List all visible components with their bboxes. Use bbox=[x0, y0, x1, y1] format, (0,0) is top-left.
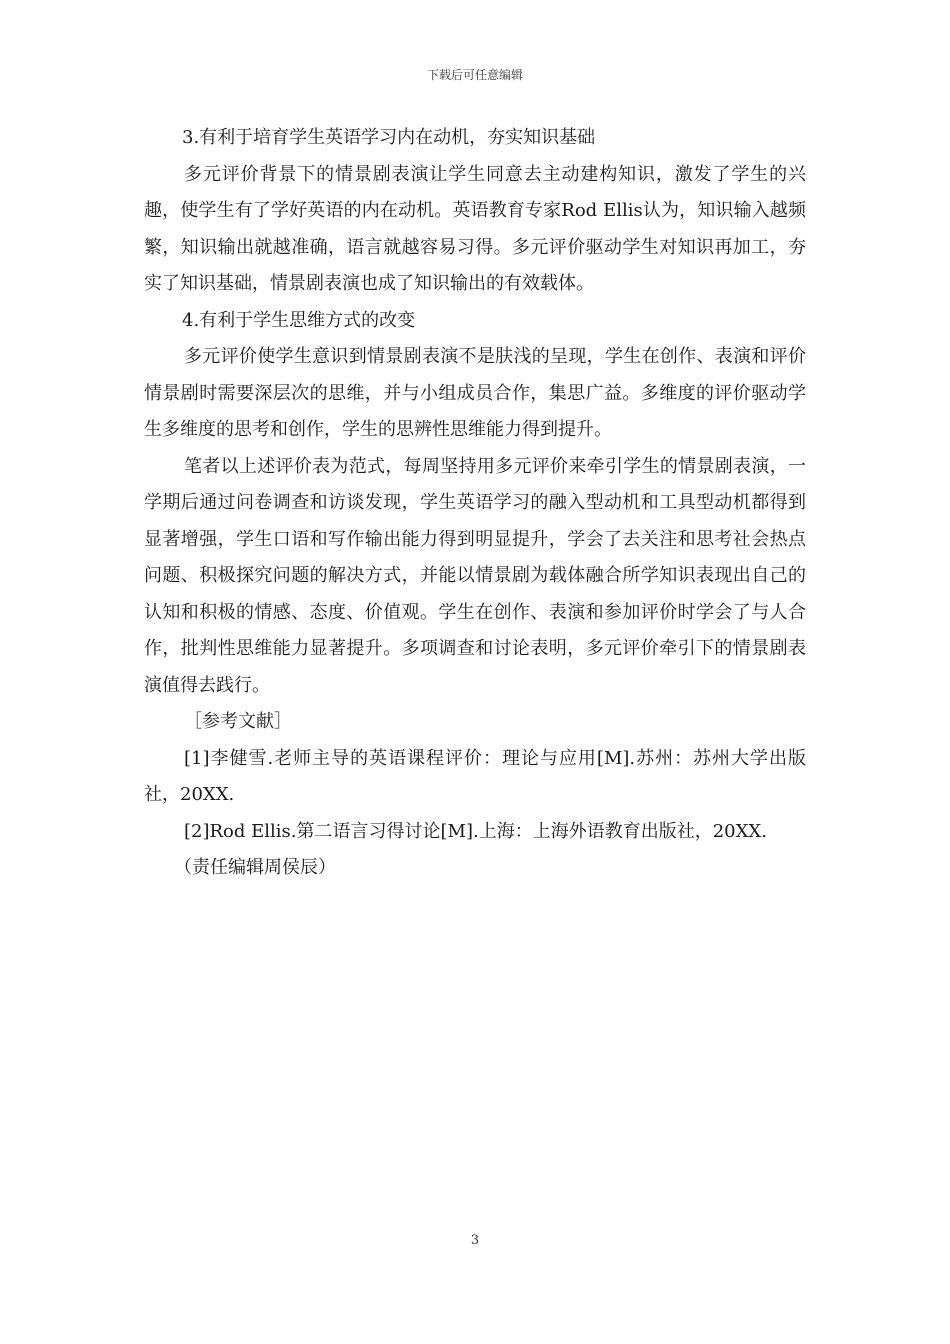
section-4-paragraph: 多元评价使学生意识到情景剧表演不是肤浅的呈现，学生在创作、表演和评价情景剧时需要深层次的思维，并与小组成员合作，集思广益。多维度的评价驱动学生多维度的思考和创作，学生的思辨性思维能力得到提升。 bbox=[144, 346, 806, 440]
references-title: ［参考文献］ bbox=[184, 711, 292, 732]
section-3-title: 3.有利于培育学生英语学习内在动机，夯实知识基础 bbox=[182, 127, 596, 148]
section-4-title: 4.有利于学生思维方式的改变 bbox=[182, 309, 416, 331]
conclusion-paragraph: 笔者以上述评价表为范式，每周坚持用多元评价来牵引学生的情景剧表演，一学期后通过问卷调查和访谈发现，学生英语学习的融入型动机和工具型动机都得到显著增强，学生口语和写作输出能力得到明显提升，学会了去关注和思考社会热点问题、积极探究问题的解决方式，并能以情景剧为载体融合所学知识表现出自己的认知和积极的情感、态度、价值观。学生在创作、表演和参加评价时学会了与人合作，批判性思维能力显著提升。多项调查和讨论表明，多元评价牵引下的情景剧表演值得去践行。 bbox=[144, 455, 806, 696]
page-number: 3 bbox=[470, 1233, 480, 1248]
document-body bbox=[144, 120, 806, 887]
editor-note: （责任编辑周侯辰） bbox=[174, 857, 336, 878]
reference-item-2: [2]Rod Ellis.第二语言习得讨论[M].上海：上海外语教育出版社，20XX. bbox=[184, 820, 767, 842]
section-3-paragraph: 多元评价背景下的情景剧表演让学生同意去主动建构知识，激发了学生的兴趣，使学生有了学好英语的内在动机。英语教育专家Rod Ellis认为，知识输入越频繁，知识输出就越准确，语言就越容易习得。多元评价驱动学生对知识再加工，夯实了知识基础，情景剧表演也成了知识输出的有效载体。 bbox=[144, 163, 806, 294]
page-header: 下载后可任意编辑 bbox=[426, 68, 523, 82]
reference-item-1: [1]李健雪.老师主导的英语课程评价：理论与应用[M].苏州：苏州大学出版社，20XX. bbox=[144, 747, 806, 805]
